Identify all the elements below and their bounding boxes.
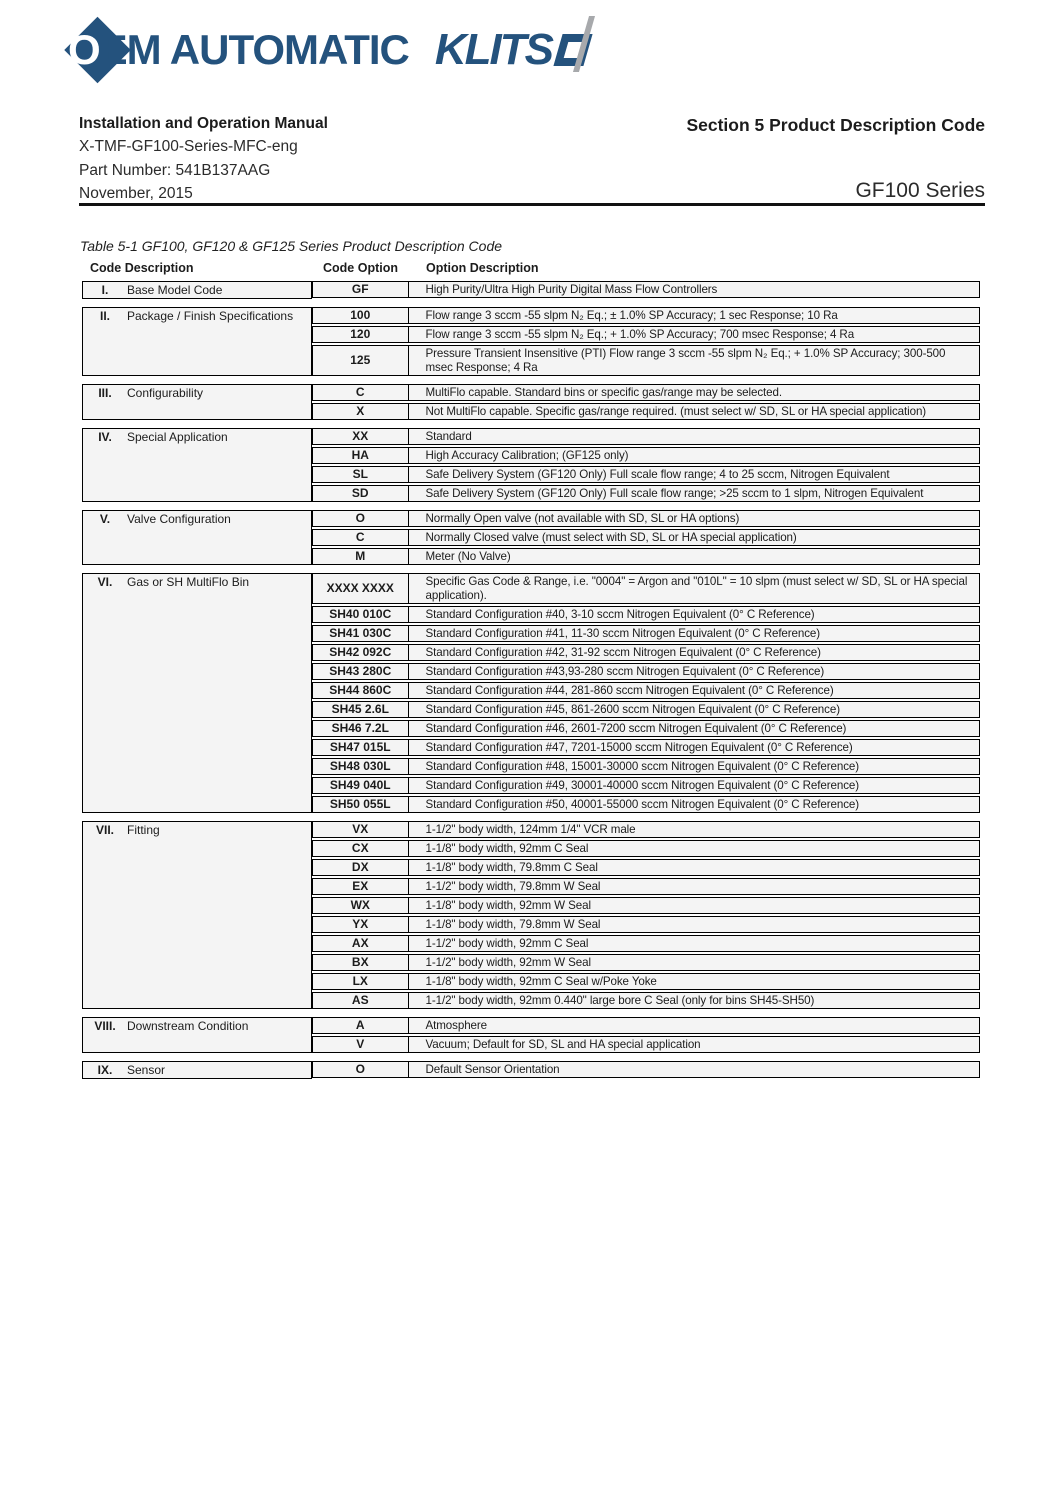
col-header-option-description: Option Description [426,261,539,275]
masthead [79,115,985,203]
oem-automatic-logo [68,14,588,86]
option-description-cell [409,917,980,932]
option-description-text: Standard Configuration #48, 15001-30000 sccm Nitrogen Equivalent (0° C Reference) [425,759,859,773]
option-description-text: Default Sensor Orientation [425,1062,560,1076]
table-row [312,935,980,952]
code-option-cell: SH50 055L [313,797,409,812]
code-option-cell: GF [313,282,409,297]
table-row [312,644,980,661]
code-group-label: Downstream Condition [127,1019,249,1033]
code-description-cell [82,384,312,420]
option-description-cell [409,860,980,875]
option-description-text: Standard Configuration #50, 40001-55000 sccm Nitrogen Equivalent (0° C Reference) [425,797,859,811]
code-group-numeral: VIII. [94,1019,116,1033]
series-title: GF100 Series [855,179,985,202]
code-group-numeral: II. [99,309,110,323]
table-row [312,916,980,933]
code-description-cell [82,307,312,376]
table-row [312,485,980,502]
option-description-text: Standard Configuration #47, 7201-15000 sccm Nitrogen Equivalent (0° C Reference) [425,740,853,754]
table-row [312,1061,980,1078]
table-row [312,345,980,376]
table-row [312,606,980,623]
table-row [312,281,980,298]
table-row [312,573,980,604]
option-description-text: High Purity/Ultra High Purity Digital Mass Flow Controllers [425,282,718,296]
code-option-cell: SL [313,467,409,482]
option-description-text: Standard Configuration #45, 861-2600 sccm Nitrogen Equivalent (0° C Reference) [425,702,840,716]
option-description-text: 1-1/2" body width, 124mm 1/4" VCR male [425,822,636,836]
code-group [82,510,980,565]
code-option-cell: C [313,530,409,545]
code-option-cell: 100 [313,308,409,323]
option-description-cell [409,574,980,603]
table-row [312,1017,980,1034]
option-description-text: 1-1/2" body width, 92mm C Seal [425,936,589,950]
option-description-cell [409,467,980,482]
code-group-numeral: IX. [97,1063,113,1077]
code-option-cell: O [313,511,409,526]
table-row [312,307,980,324]
code-group-rows [312,573,980,813]
code-option-cell: DX [313,860,409,875]
code-option-cell: AX [313,936,409,951]
code-group-rows [312,1017,980,1053]
table-row [312,529,980,546]
option-description-text: Standard Configuration #40, 3-10 sccm Nitrogen Equivalent (0° C Reference) [425,607,815,621]
table-row [312,682,980,699]
table-row [312,663,980,680]
code-group-label: Gas or SH MultiFlo Bin [127,575,250,589]
option-description-cell [409,1037,980,1052]
code-option-cell: X [313,404,409,419]
code-group-numeral: V. [99,512,111,526]
option-description-cell [409,841,980,856]
table-row [312,859,980,876]
table-header-row [82,261,980,281]
option-description-text: Standard Configuration #44, 281-860 sccm Nitrogen Equivalent (0° C Reference) [425,683,834,697]
code-description-cell [82,1017,312,1053]
option-description-cell [409,404,980,419]
part-number: Part Number: 541B137AAG [79,161,271,179]
code-option-cell: AS [313,993,409,1008]
option-description-text: Standard Configuration #46, 2601-7200 sccm Nitrogen Equivalent (0° C Reference) [425,721,847,735]
code-option-cell: O [313,1062,409,1077]
option-description-text: MultiFlo capable. Standard bins or specific gas/range may be selected. [425,385,782,399]
section-title: Section 5 Product Description Code [686,115,985,135]
code-option-cell: EX [313,879,409,894]
option-description-text: 1-1/2" body width, 79.8mm W Seal [425,879,601,893]
option-description-cell [409,626,980,641]
code-option-cell: SH43 280C [313,664,409,679]
option-description-text: Standard Configuration #41, 11-30 sccm Nitrogen Equivalent (0° C Reference) [425,626,821,640]
option-description-cell [409,486,980,501]
masthead-left [79,115,328,203]
code-option-cell: 120 [313,327,409,342]
option-description-cell [409,282,980,297]
code-group-label: Valve Configuration [127,512,231,526]
code-group-rows [312,821,980,1009]
option-description-text: Vacuum; Default for SD, SL and HA special application [425,1037,701,1051]
code-group [82,1017,980,1053]
logo-oem-rest: EM AUTOMATIC [99,26,409,73]
table-row [312,701,980,718]
code-description-cell [82,510,312,565]
table-row [312,447,980,464]
product-code-table [82,261,980,1087]
option-description-text: 1-1/2" body width, 92mm W Seal [425,955,591,969]
code-option-cell: BX [313,955,409,970]
option-description-cell [409,385,980,400]
option-description-cell [409,1018,980,1033]
code-group-rows [312,1061,980,1079]
code-group [82,384,980,420]
logo-klits-letters: KLITS [434,25,552,74]
option-description-cell [409,702,980,717]
code-option-cell: M [313,549,409,564]
option-description-cell [409,822,980,837]
code-option-cell: WX [313,898,409,913]
option-description-cell [409,898,980,913]
code-group-label: Package / Finish Specifications [127,309,294,323]
option-description-text: 1-1/8" body width, 92mm C Seal [425,841,589,855]
option-description-cell [409,511,980,526]
table-row [312,992,980,1009]
option-description-text: Safe Delivery System (GF120 Only) Full scale flow range; 4 to 25 sccm, Nitrogen Equivalent [425,467,890,481]
table-row [312,954,980,971]
table-row [312,720,980,737]
option-description-text: Standard Configuration #42, 31-92 sccm Nitrogen Equivalent (0° C Reference) [425,645,821,659]
option-description-text: Normally Closed valve (must select with SD, SL or HA special application) [425,530,797,544]
option-description-text: Normally Open valve (not available with SD, SL or HA options) [425,511,740,525]
table-row [312,821,980,838]
option-description-text: 1-1/8" body width, 92mm C Seal w/Poke Yoke [425,974,657,988]
header-rule [79,203,985,206]
option-description-cell [409,721,980,736]
code-option-cell: SH40 010C [313,607,409,622]
code-group [82,307,980,376]
code-group-label: Base Model Code [127,283,223,297]
table-row [312,466,980,483]
logo-oem-text [68,26,409,73]
code-group-rows [312,281,980,299]
option-description-text: Standard Configuration #49, 30001-40000 sccm Nitrogen Equivalent (0° C Reference) [425,778,859,792]
option-description-cell [409,974,980,989]
code-group [82,428,980,502]
code-description-cell [82,1061,312,1079]
code-option-cell: C [313,385,409,400]
code-option-cell: SD [313,486,409,501]
code-option-cell: SH47 015L [313,740,409,755]
option-description-text: 1-1/8" body width, 79.8mm W Seal [425,917,601,931]
code-option-cell: SH45 2.6L [313,702,409,717]
table-row [312,739,980,756]
code-option-cell: SH42 092C [313,645,409,660]
option-description-text: Flow range 3 sccm -55 slpm N₂ Eq.; + 1.0% SP Accuracy; 700 msec Response; 4 Ra [425,327,855,341]
code-group-rows [312,384,980,420]
code-option-cell: SH48 030L [313,759,409,774]
code-option-cell: SH41 030C [313,626,409,641]
code-option-cell: LX [313,974,409,989]
masthead-right [686,115,985,203]
code-group-label: Fitting [127,823,160,837]
code-group-rows [312,307,980,376]
table-row [312,796,980,813]
doc-code: X-TMF-GF100-Series-MFC-eng [79,138,298,156]
logo-o-letter: O [68,26,100,73]
option-description-text: 1-1/8" body width, 79.8mm C Seal [425,860,598,874]
option-description-cell [409,645,980,660]
option-description-cell [409,955,980,970]
code-group-numeral: VI. [97,575,113,589]
code-group [82,281,980,299]
code-group-numeral: VII. [95,823,114,837]
code-group-label: Sensor [127,1063,166,1077]
option-description-text: Standard Configuration #43,93-280 sccm Nitrogen Equivalent (0° C Reference) [425,664,825,678]
table-row [312,758,980,775]
table-row [312,403,980,420]
table-caption: Table 5-1 GF100, GF120 & GF125 Series Product Description Code [80,238,503,254]
option-description-cell [409,797,980,812]
option-description-cell [409,683,980,698]
code-option-cell: XX [313,429,409,444]
doc-date: November, 2015 [79,184,193,202]
code-description-cell [82,573,312,813]
option-description-cell [409,1062,980,1077]
option-description-cell [409,879,980,894]
option-description-cell [409,778,980,793]
option-description-cell [409,429,980,444]
code-group-rows [312,510,980,565]
table-row [312,384,980,401]
code-option-cell: A [313,1018,409,1033]
code-group [82,1061,980,1079]
code-option-cell: 125 [313,346,409,375]
option-description-text: High Accuracy Calibration; (GF125 only) [425,448,629,462]
option-description-text: 1-1/8" body width, 92mm W Seal [425,898,591,912]
option-description-cell [409,346,980,375]
option-description-text: 1-1/2" body width, 92mm 0.440" large bore C Seal (only for bins SH45-SH50) [425,993,815,1007]
code-option-cell: CX [313,841,409,856]
option-description-text: Pressure Transient Insensitive (PTI) Flow range 3 sccm -55 slpm N₂ Eq.; + 1.0% SP Accuracy; 300-500 msec Response; 4 Ra [425,346,946,374]
table-row [312,973,980,990]
table-row [312,625,980,642]
code-description-cell [82,821,312,1009]
manual-title: Installation and Operation Manual [79,115,328,132]
option-description-text: Meter (No Valve) [425,549,511,563]
code-option-cell: XXXX XXXX [313,574,409,603]
option-description-cell [409,327,980,342]
option-description-cell [409,530,980,545]
code-group-rows [312,428,980,502]
option-description-text: Safe Delivery System (GF120 Only) Full scale flow range; >25 sccm to 1 slpm, Nitrogen Equivalent [425,486,924,500]
code-description-cell [82,428,312,502]
code-group-numeral: IV. [98,430,112,444]
option-description-cell [409,740,980,755]
code-description-cell [82,281,312,299]
code-option-cell: YX [313,917,409,932]
option-description-cell [409,759,980,774]
code-group [82,821,980,1009]
option-description-cell [409,448,980,463]
option-description-text: Specific Gas Code & Range, i.e. "0004" = Argon and "010L" = 10 slpm (must select w/ SD, SL or HA special application). [425,574,968,602]
code-group-label: Configurability [127,386,204,400]
option-description-text: Not MultiFlo capable. Specific gas/range required. (must select w/ SD, SL or HA special application) [425,404,927,418]
option-description-cell [409,993,980,1008]
table-row [312,840,980,857]
col-header-code-option: Code Option [323,261,398,275]
option-description-cell [409,664,980,679]
table-row [312,548,980,565]
table-row [312,326,980,343]
logo-klitso-text [434,25,588,74]
code-group [82,573,980,813]
table-row [312,510,980,527]
code-group-label: Special Application [127,430,228,444]
klitso-o-glyph [552,28,588,72]
table-row [312,1036,980,1053]
option-description-cell [409,607,980,622]
table-groups [82,281,980,1079]
option-description-text: Atmosphere [425,1018,488,1032]
option-description-cell [409,549,980,564]
code-group-numeral: I. [101,283,109,297]
table-row [312,777,980,794]
table-row [312,428,980,445]
table-row [312,897,980,914]
code-option-cell: SH49 040L [313,778,409,793]
option-description-cell [409,936,980,951]
code-group-numeral: III. [98,386,112,400]
option-description-cell [409,308,980,323]
code-option-cell: SH46 7.2L [313,721,409,736]
option-description-text: Standard [425,429,472,443]
code-option-cell: VX [313,822,409,837]
code-option-cell: HA [313,448,409,463]
option-description-text: Flow range 3 sccm -55 slpm N₂ Eq.; ± 1.0% SP Accuracy; 1 sec Response; 10 Ra [425,308,838,322]
table-row [312,878,980,895]
code-option-cell: SH44 860C [313,683,409,698]
code-option-cell: V [313,1037,409,1052]
col-header-code-description: Code Description [90,261,194,275]
